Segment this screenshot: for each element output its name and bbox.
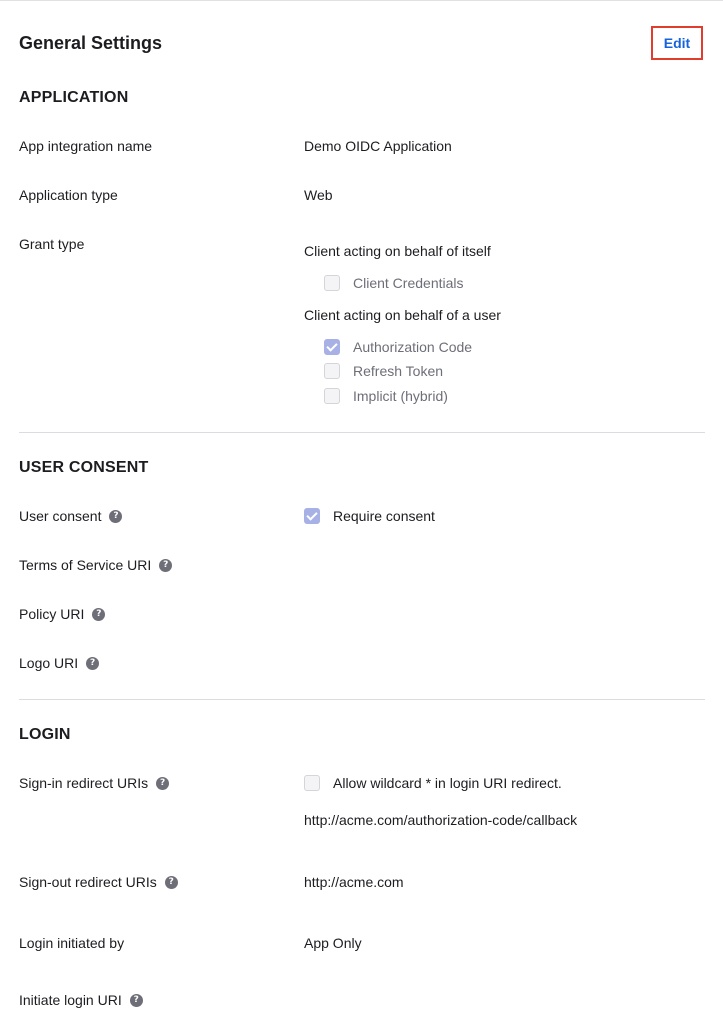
allow-wildcard-option[interactable] <box>304 774 562 792</box>
implicit-option[interactable] <box>324 387 448 405</box>
grant-group-user: Client acting on behalf of a user <box>304 307 501 323</box>
section-heading-user-consent: USER CONSENT <box>19 459 149 476</box>
require-consent-label: Require consent <box>333 508 435 524</box>
help-icon[interactable]: ? <box>165 876 178 889</box>
help-icon[interactable]: ? <box>92 608 105 621</box>
client-credentials-label: Client Credentials <box>353 275 464 291</box>
help-icon[interactable]: ? <box>86 657 99 670</box>
refresh-token-option[interactable] <box>324 362 443 380</box>
signout-uris-label: Sign-out redirect URIs <box>19 874 157 890</box>
help-icon[interactable]: ? <box>156 777 169 790</box>
top-border <box>0 0 723 1</box>
policy-uri-label: Policy URI <box>19 606 85 622</box>
allow-wildcard-checkbox[interactable] <box>304 775 320 791</box>
authorization-code-label: Authorization Code <box>353 339 473 355</box>
initiate-login-uri-label: Initiate login URI <box>19 992 122 1008</box>
help-icon[interactable]: ? <box>109 510 122 523</box>
client-credentials-option[interactable] <box>324 274 464 292</box>
initiate-login-uri-row-label <box>19 991 143 1009</box>
login-initiated-by-value: App Only <box>304 935 362 951</box>
help-icon[interactable]: ? <box>130 994 143 1007</box>
user-consent-row-label <box>19 507 122 525</box>
app-type-value: Web <box>304 187 333 203</box>
edit-button[interactable]: Edit <box>651 26 703 60</box>
section-divider <box>19 432 705 433</box>
authorization-code-checkbox[interactable] <box>324 339 340 355</box>
signin-uris-label: Sign-in redirect URIs <box>19 775 149 791</box>
app-name-label: App integration name <box>19 138 153 154</box>
section-divider <box>19 699 705 700</box>
signout-uri-value: http://acme.com <box>304 874 404 890</box>
signin-uri-value: http://acme.com/authorization-code/callback <box>304 812 578 828</box>
implicit-checkbox[interactable] <box>324 388 340 404</box>
refresh-token-checkbox[interactable] <box>324 363 340 379</box>
section-heading-login: LOGIN <box>19 726 71 743</box>
require-consent-option[interactable] <box>304 507 435 525</box>
app-type-label: Application type <box>19 187 118 203</box>
signout-uris-row-label <box>19 873 178 891</box>
tos-uri-label: Terms of Service URI <box>19 557 152 573</box>
grant-group-self: Client acting on behalf of itself <box>304 243 491 259</box>
signin-uris-row-label <box>19 774 169 792</box>
policy-uri-row-label <box>19 605 105 623</box>
logo-uri-row-label <box>19 654 99 672</box>
tos-uri-row-label <box>19 556 172 574</box>
page-title: General Settings <box>19 33 163 53</box>
help-icon[interactable]: ? <box>159 559 172 572</box>
refresh-token-label: Refresh Token <box>353 363 444 379</box>
app-name-value: Demo OIDC Application <box>304 138 452 154</box>
implicit-label: Implicit (hybrid) <box>353 388 448 404</box>
section-heading-application: APPLICATION <box>19 89 129 106</box>
login-initiated-by-label: Login initiated by <box>19 935 125 951</box>
authorization-code-option[interactable] <box>324 338 472 356</box>
allow-wildcard-label: Allow wildcard * in login URI redirect. <box>333 775 562 791</box>
client-credentials-checkbox[interactable] <box>324 275 340 291</box>
require-consent-checkbox[interactable] <box>304 508 320 524</box>
user-consent-label: User consent <box>19 508 102 524</box>
logo-uri-label: Logo URI <box>19 655 79 671</box>
grant-type-label: Grant type <box>19 236 85 252</box>
